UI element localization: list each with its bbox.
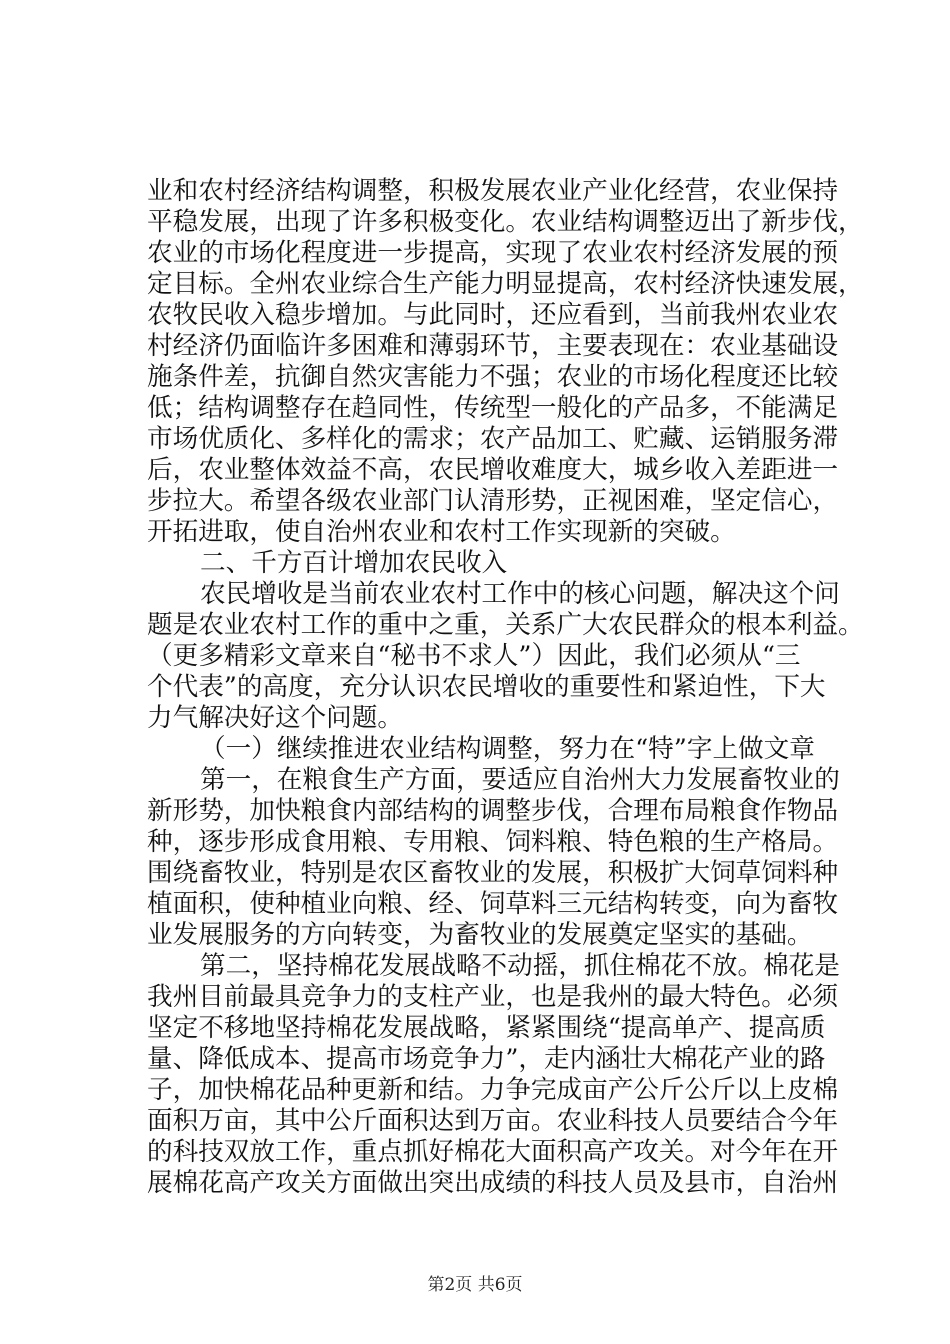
text-line: 业和农村经济结构调整，积极发展农业产业化经营，农业保持	[147, 176, 839, 206]
text-line: （更多精彩文章来自“秘书不求人”）因此，我们必须从“三	[147, 641, 801, 671]
text-line: 展棉花高产攻关方面做出突出成绩的科技人员及县市，自治州	[147, 1168, 839, 1198]
text-line: 农业的市场化程度进一步提高，实现了农业农村经济发展的预	[147, 238, 839, 268]
text-line: 低；结构调整存在趋同性，传统型一般化的产品多，不能满足	[147, 393, 839, 423]
text-line: 我州目前最具竞争力的支柱产业，也是我州的最大特色。必须	[147, 982, 839, 1012]
text-line: 定目标。全州农业综合生产能力明显提高，农村经济快速发展，	[147, 269, 864, 299]
paragraph-first-line: 第一，在粮食生产方面，要适应自治州大力发展畜牧业的	[200, 765, 840, 795]
text-line: 后，农业整体效益不高，农民增收难度大，城乡收入差距进一	[147, 455, 839, 485]
text-line: 施条件差，抗御自然灾害能力不强；农业的市场化程度还比较	[147, 362, 839, 392]
text-line: 围绕畜牧业，特别是农区畜牧业的发展，积极扩大饲草饲料种	[147, 858, 839, 888]
text-line: 题是农业农村工作的重中之重，关系广大农民群众的根本利益。	[147, 610, 864, 640]
text-line: 面积万亩，其中公斤面积达到万亩。农业科技人员要结合今年	[147, 1106, 839, 1136]
text-line: 新形势，加快粮食内部结构的调整步伐，合理布局粮食作物品	[147, 796, 839, 826]
text-line: 业发展服务的方向转变，为畜牧业的发展奠定坚实的基础。	[147, 920, 813, 950]
text-line: 的科技双放工作，重点抓好棉花大面积高产攻关。对今年在开	[147, 1137, 839, 1167]
paragraph-first-line: 第二，坚持棉花发展战略不动摇，抓住棉花不放。棉花是	[200, 951, 840, 981]
subsection-heading: （一）继续推进农业结构调整，努力在“特”字上做文章	[200, 734, 815, 764]
text-line: 种，逐步形成食用粮、专用粮、饲料粮、特色粮的生产格局。	[147, 827, 839, 857]
section-heading: 二、千方百计增加农民收入	[200, 548, 508, 578]
text-line: 量、降低成本、提高市场竞争力”，走内涵壮大棉花产业的路	[147, 1044, 826, 1074]
page-number-footer: 第2页 共6页	[427, 1275, 523, 1295]
text-line: 步拉大。希望各级农业部门认清形势，正视困难，坚定信心，	[147, 486, 839, 516]
text-line: 坚定不移地坚持棉花发展战略，紧紧围绕“提高单产、提高质	[147, 1013, 826, 1043]
text-line: 个代表”的高度，充分认识农民增收的重要性和紧迫性，下大	[147, 672, 826, 702]
paragraph-first-line: 农民增收是当前农业农村工作中的核心问题，解决这个问	[200, 579, 840, 609]
text-line: 子，加快棉花品种更新和结。力争完成亩产公斤公斤以上皮棉	[147, 1075, 839, 1105]
text-line: 农牧民收入稳步增加。与此同时，还应看到，当前我州农业农	[147, 300, 839, 330]
text-line: 力气解决好这个问题。	[147, 703, 403, 733]
document-body	[147, 176, 864, 1199]
text-line: 村经济仍面临许多困难和薄弱环节，主要表现在：农业基础设	[147, 331, 839, 361]
text-line: 开拓进取，使自治州农业和农村工作实现新的突破。	[147, 517, 736, 547]
text-line: 平稳发展，出现了许多积极变化。农业结构调整迈出了新步伐，	[147, 207, 864, 237]
text-line: 市场优质化、多样化的需求；农产品加工、贮藏、运销服务滞	[147, 424, 839, 454]
text-line: 植面积，使种植业向粮、经、饲草料三元结构转变，向为畜牧	[147, 889, 839, 919]
